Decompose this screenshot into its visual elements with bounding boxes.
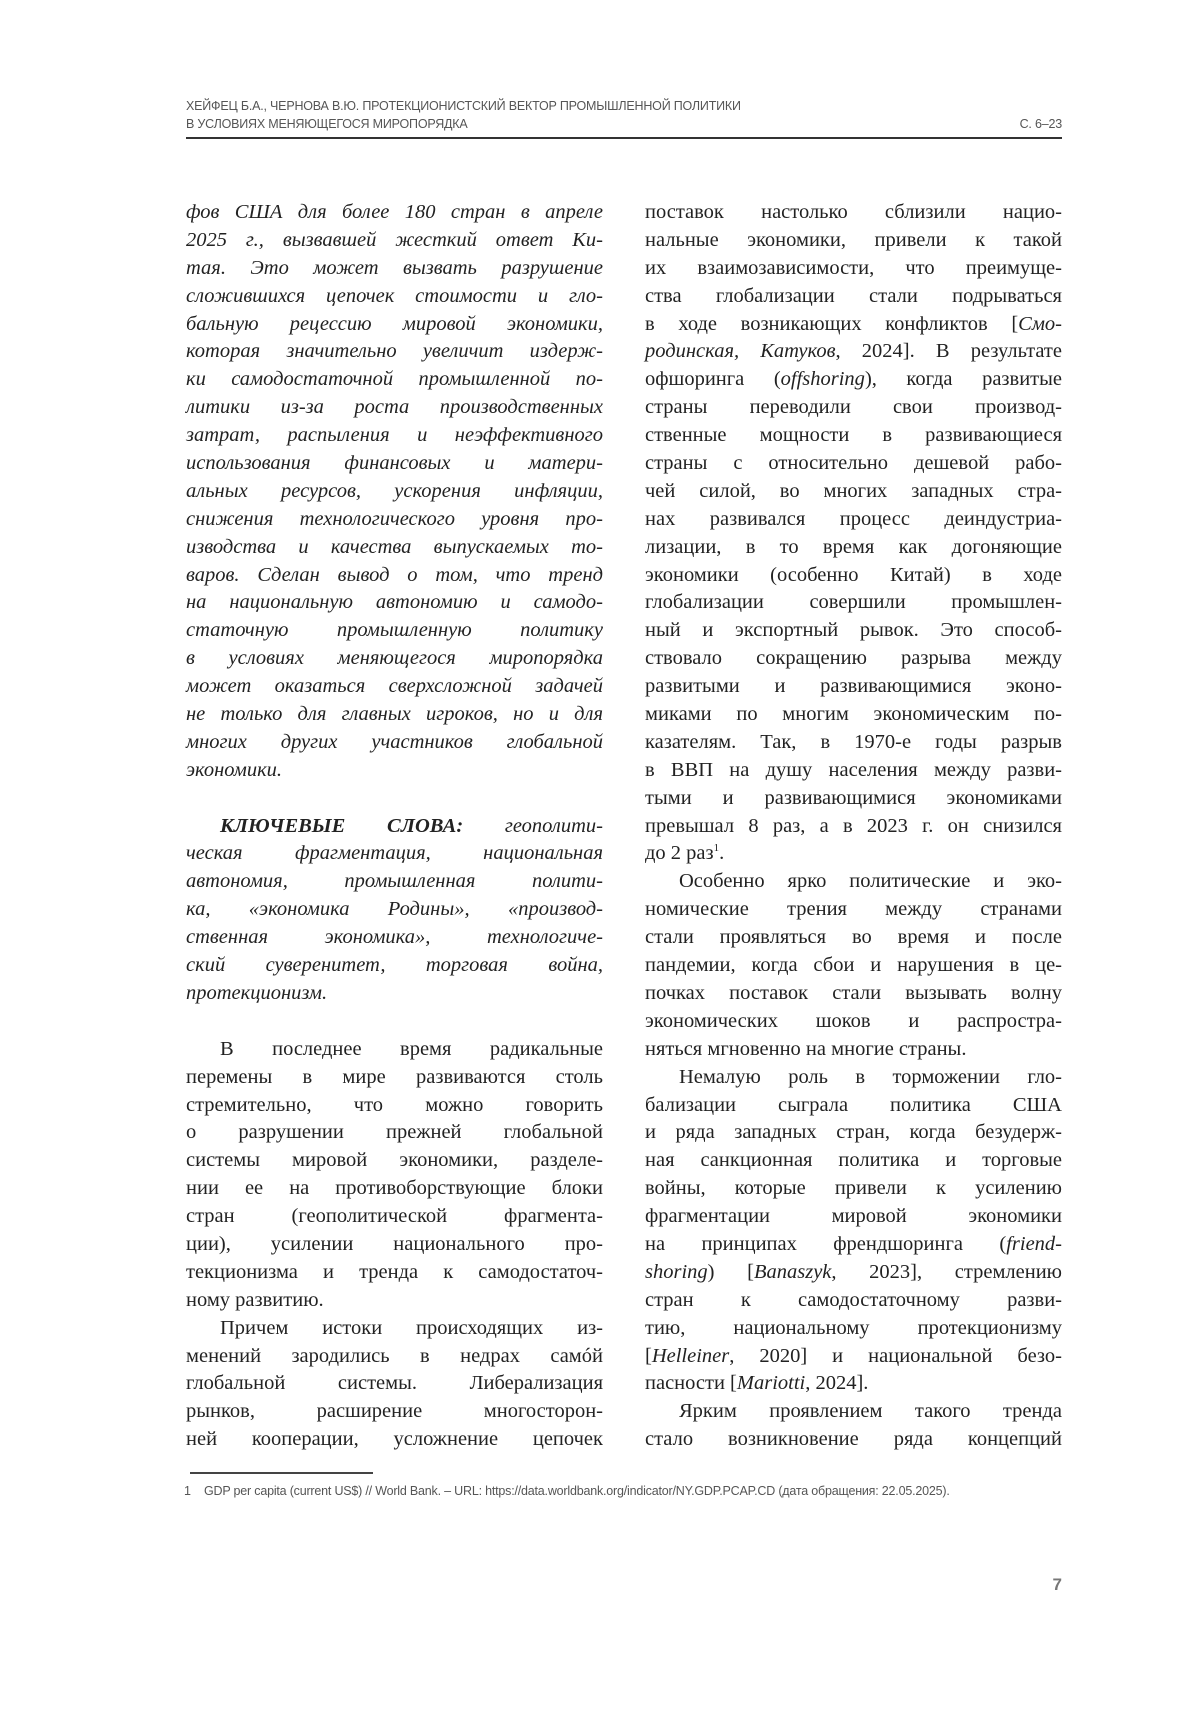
text-segment: ), когда развитые — [865, 368, 1062, 390]
text-line: не только для главных игроков, но и для — [186, 701, 603, 729]
text-line: экономики (особенно Китай) в ходе — [645, 562, 1062, 590]
text-segment: offshoring — [781, 368, 865, 390]
text-line: протекционизм. — [186, 980, 603, 1008]
text-line: затрат, распыления и неэффективного — [186, 422, 603, 450]
paragraph — [186, 813, 603, 1008]
text-line: чей силой, во многих западных стра- — [645, 478, 1062, 506]
text-line: развитыми и развивающимися эконо- — [645, 673, 1062, 701]
text-segment: , 2023], стремлению — [831, 1261, 1062, 1283]
text-line: стран к самодостаточному разви- — [645, 1287, 1062, 1315]
text-segment: . — [719, 842, 724, 864]
right-column — [645, 199, 1062, 1454]
text-line: стремительно, что можно говорить — [186, 1092, 603, 1120]
text-line: Особенно ярко политические и эко- — [645, 868, 1062, 896]
text-line: на национальную автономию и самодо- — [186, 589, 603, 617]
text-segment: геополити- — [505, 815, 603, 837]
text-line: литики из-за роста производственных — [186, 394, 603, 422]
text-segment: Banaszyk — [754, 1261, 831, 1283]
text-line: изводства и качества выпускаемых то- — [186, 534, 603, 562]
text-segment: [ — [645, 1345, 652, 1367]
paragraph — [186, 199, 603, 785]
text-line: сложившихся цепочек стоимости и гло- — [186, 283, 603, 311]
text-line: фов США для более 180 стран в апреле — [186, 199, 603, 227]
text-segment: до 2 раз — [645, 842, 714, 864]
text-line: альных ресурсов, ускорения инфляции, — [186, 478, 603, 506]
text-line: рынков, расширение многосторон- — [186, 1398, 603, 1426]
paragraph — [645, 1064, 1062, 1399]
text-line: автономия, промышленная полити- — [186, 868, 603, 896]
text-line: может оказаться сверхсложной задачей — [186, 673, 603, 701]
text-line: текционизма и тренда к самодостаточ- — [186, 1259, 603, 1287]
text-line: ка, «экономика Родины», «производ- — [186, 896, 603, 924]
text-segment: на принципах френдшоринга ( — [645, 1233, 1006, 1255]
text-line: тая. Это может вызвать разрушение — [186, 255, 603, 283]
text-segment: , 2024]. В результате — [835, 340, 1062, 362]
text-line: ции), усилении национального про- — [186, 1231, 603, 1259]
text-line: Ярким проявлением такого тренда — [645, 1398, 1062, 1426]
running-header — [186, 97, 1062, 133]
text-line: страны с относительно дешевой рабо- — [645, 450, 1062, 478]
text-line: почках поставок стали вызывать волну — [645, 980, 1062, 1008]
paragraph — [645, 199, 1062, 868]
text-line: в ВВП на душу населения между разви- — [645, 757, 1062, 785]
text-segment: , 2024]. — [805, 1372, 868, 1394]
paragraph — [645, 868, 1062, 1063]
text-line: варов. Сделан вывод о том, что тренд — [186, 562, 603, 590]
text-segment: КЛЮЧЕВЫЕ СЛОВА: — [220, 815, 505, 837]
text-segment: Helleiner — [652, 1345, 729, 1367]
text-segment: родинская, Катуков — [645, 340, 835, 362]
text-line: ней кооперации, усложнение цепочек — [186, 1426, 603, 1454]
text-line: ствовало сокращению разрыва между — [645, 645, 1062, 673]
running-header-title-line1: ХЕЙФЕЦ Б.А., ЧЕРНОВА В.Ю. ПРОТЕКЦИОНИСТСКИЙ ВЕКТОР ПРОМЫШЛЕННОЙ ПОЛИТИКИ — [186, 97, 1062, 115]
text-line: глобальной системы. Либерализация — [186, 1370, 603, 1398]
text-line: поставок настолько сблизили нацио- — [645, 199, 1062, 227]
text-line: в условиях меняющегося миропорядка — [186, 645, 603, 673]
text-line — [645, 1343, 1062, 1371]
text-line: ский суверенитет, торговая война, — [186, 952, 603, 980]
text-line: и ряда западных стран, когда безудерж- — [645, 1119, 1062, 1147]
text-line: системы мировой экономики, разделе- — [186, 1147, 603, 1175]
text-segment: shoring — [645, 1261, 708, 1283]
text-line: пандемии, когда сбои и нарушения в це- — [645, 952, 1062, 980]
text-line: бализации сыграла политика США — [645, 1092, 1062, 1120]
running-header-title-line2: В УСЛОВИЯХ МЕНЯЮЩЕГОСЯ МИРОПОРЯДКА — [186, 115, 1062, 133]
text-line: снижения технологического уровня про- — [186, 506, 603, 534]
text-line: статочную промышленную политику — [186, 617, 603, 645]
text-segment: пасности [ — [645, 1372, 737, 1394]
text-line: экономики. — [186, 757, 603, 785]
paragraph — [186, 1315, 603, 1454]
text-line: экономических шоков и распростра- — [645, 1008, 1062, 1036]
text-line: глобализации совершили промышлен- — [645, 589, 1062, 617]
text-line — [645, 840, 1062, 868]
text-line — [186, 813, 603, 841]
text-line: ному развитию. — [186, 1287, 603, 1315]
footnote-ref: 1 — [714, 843, 720, 855]
text-line: номические трения между странами — [645, 896, 1062, 924]
text-line: менений зародились в недрах самóй — [186, 1343, 603, 1371]
text-line: няться мгновенно на многие страны. — [645, 1036, 1062, 1064]
text-line: превышал 8 раз, а в 2023 г. он снизился — [645, 813, 1062, 841]
text-line: перемены в мире развиваются столь — [186, 1064, 603, 1092]
text-line: ственная экономика», технологиче- — [186, 924, 603, 952]
text-segment: friend- — [1006, 1233, 1062, 1255]
text-line: 2025 г., вызвавшей жесткий ответ Ки- — [186, 227, 603, 255]
text-line: фрагментации мировой экономики — [645, 1203, 1062, 1231]
text-segment: , 2020] и национальной безо- — [729, 1345, 1062, 1367]
footnote-number: 1 — [184, 1482, 204, 1501]
text-line: В последнее время радикальные — [186, 1036, 603, 1064]
text-line: ственные мощности в развивающиеся — [645, 422, 1062, 450]
text-line: нии ее на противоборствующие блоки — [186, 1175, 603, 1203]
text-line: многих других участников глобальной — [186, 729, 603, 757]
header-divider — [186, 137, 1062, 139]
text-line: ческая фрагментация, национальная — [186, 840, 603, 868]
page-number: 7 — [1053, 1575, 1062, 1595]
footnote — [184, 1482, 1062, 1501]
text-line — [645, 366, 1062, 394]
text-line: тию, национальному протекционизму — [645, 1315, 1062, 1343]
text-line: войны, которые привели к усилению — [645, 1175, 1062, 1203]
page-range: С. 6–23 — [1020, 115, 1062, 133]
text-line — [645, 1259, 1062, 1287]
text-segment: Смо- — [1018, 313, 1062, 335]
text-line: использования финансовых и матери- — [186, 450, 603, 478]
text-line: Причем истоки происходящих из- — [186, 1315, 603, 1343]
text-line: ная санкционная политика и торговые — [645, 1147, 1062, 1175]
text-line: ный и экспортный рывок. Это способ- — [645, 617, 1062, 645]
text-line: бальную рецессию мировой экономики, — [186, 311, 603, 339]
text-segment: ) [ — [708, 1261, 754, 1283]
left-column — [186, 199, 603, 1454]
text-line: стали проявляться во время и после — [645, 924, 1062, 952]
text-line: стран (геополитической фрагмента- — [186, 1203, 603, 1231]
footnote-divider — [190, 1472, 373, 1474]
text-line: о разрушении прежней глобальной — [186, 1119, 603, 1147]
text-line: которая значительно увеличит издерж- — [186, 338, 603, 366]
text-line: стало возникновение ряда концепций — [645, 1426, 1062, 1454]
text-line: лизации, в то время как догоняющие — [645, 534, 1062, 562]
text-line: страны переводили свои производ- — [645, 394, 1062, 422]
paragraph — [186, 1036, 603, 1315]
text-line: нальные экономики, привели к такой — [645, 227, 1062, 255]
text-line: ки самодостаточной промышленной по- — [186, 366, 603, 394]
text-line — [645, 1231, 1062, 1259]
text-line — [645, 338, 1062, 366]
text-line: казателям. Так, в 1970-е годы разрыв — [645, 729, 1062, 757]
text-line — [645, 1370, 1062, 1398]
text-line: нах развивался процесс деиндустриа- — [645, 506, 1062, 534]
text-segment: в ходе возникающих конфликтов [ — [645, 313, 1018, 335]
footnote-text: GDP per capita (current US$) // World Bank. – URL: https://data.worldbank.org/indicator/NY.GDP.PCAP.CD (дата обращения: 22.05.2025). — [204, 1484, 950, 1498]
text-line: Немалую роль в торможении гло- — [645, 1064, 1062, 1092]
text-segment: Mariotti — [737, 1372, 805, 1394]
text-line — [645, 311, 1062, 339]
text-line: их взаимозависимости, что преимуще- — [645, 255, 1062, 283]
paragraph — [645, 1398, 1062, 1454]
text-line: ства глобализации стали подрываться — [645, 283, 1062, 311]
text-line: миками по многим экономическим по- — [645, 701, 1062, 729]
text-segment: офшоринга ( — [645, 368, 781, 390]
text-line: тыми и развивающимися экономиками — [645, 785, 1062, 813]
